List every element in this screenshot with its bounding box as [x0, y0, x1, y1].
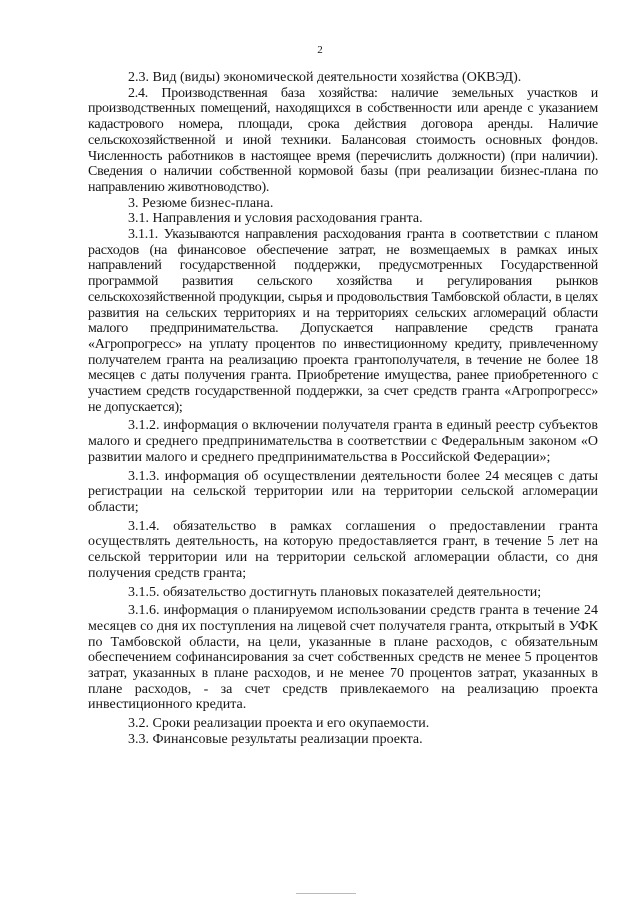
document-body: [88, 70, 598, 748]
paragraph-3: 3. Резюме бизнес-плана.: [128, 195, 274, 211]
paragraph-3-1-2: 3.1.2. информация о включении получателя гранта в единый реестр субъектов малого и среднего предпринимательства в соответствии с Федеральным законом «О развитии малого и среднего предпринимательства в Российской Федерации»;: [88, 418, 598, 465]
paragraph-2-4: 2.4. Производственная база хозяйства: наличие земельных участков и производственных помещений, находящихся в собственности или аренде с указанием кадастрового номера, площади, срока действия договора аренды. Наличие сельскохозяйственной и иной техники. Балансовая стоимость основных фондов. Численность работников в настоящее время (перечислить должности) (при наличии). Сведения о наличии собственной кормовой базы (при реализации бизнес-плана по направлению животноводство).: [88, 85, 598, 195]
paragraph-3-1-3: 3.1.3. информация об осуществлении деятельности более 24 месяцев с даты регистрации на сельской территории или на территории сельской агломерации области;: [88, 468, 598, 515]
paragraph-3-1-5: 3.1.5. обязательство достигнуть плановых показателей деятельности;: [128, 584, 542, 600]
paragraph-3-1: 3.1. Направления и условия расходования гранта.: [128, 211, 423, 227]
page-number: 2: [317, 44, 323, 56]
paragraph-3-3: 3.3. Финансовые результаты реализации проекта.: [128, 731, 423, 747]
paragraph-3-1-6: 3.1.6. информация о планируемом использовании средств гранта в течение 24 месяцев со дня их поступления на лицевой счет получателя гранта, открытый в УФК по Тамбовской области, на цели, указанные в плане расходов, с обязательным обеспечением софинансирования за счет собственных средств не менее 5 процентов затрат, указанных в плане расходов, и не менее 70 процентов затрат, указанных в плане расходов, - за счет средств привлекаемого на реализацию проекта инвестиционного кредита.: [88, 603, 598, 713]
scan-artifact: [296, 893, 356, 898]
paragraph-3-1-4: 3.1.4. обязательство в рамках соглашения о предоставлении гранта осуществлять деятельность, на которую предоставляется грант, в течение 5 лет на сельской территории или на территории сельской агломерации области, со дня получения средств гранта;: [88, 518, 598, 581]
paragraph-2-3: 2.3. Вид (виды) экономической деятельности хозяйства (ОКВЭД).: [128, 70, 522, 85]
paragraph-3-1-1: 3.1.1. Указываются направления расходования гранта в соответствии с планом расходов (на финансовое обеспечение затрат, не возмещаемых в рамках иных направлений государственной поддержки, предусмотренных Государственной программой развития сельского хозяйства и регулирования рынков сельскохозяйственной продукции, сырья и продовольствия Тамбовской области, в целях развития на сельских территориях и на территориях сельских агломераций области малого предпринимательства. Допускается направление средств граната «Агропрогресс» на уплату процентов по инвестиционному кредиту, привлеченному получателем гранта на реализацию проекта грантополучателя, в течение не более 18 месяцев с даты получения гранта. Приобретение имущества, ранее приобретенного с участием средств государственной поддержки, за счет средств гранта «Агропрогресс» не допускается);: [88, 227, 598, 415]
paragraph-3-2: 3.2. Сроки реализации проекта и его окупаемости.: [128, 716, 430, 732]
